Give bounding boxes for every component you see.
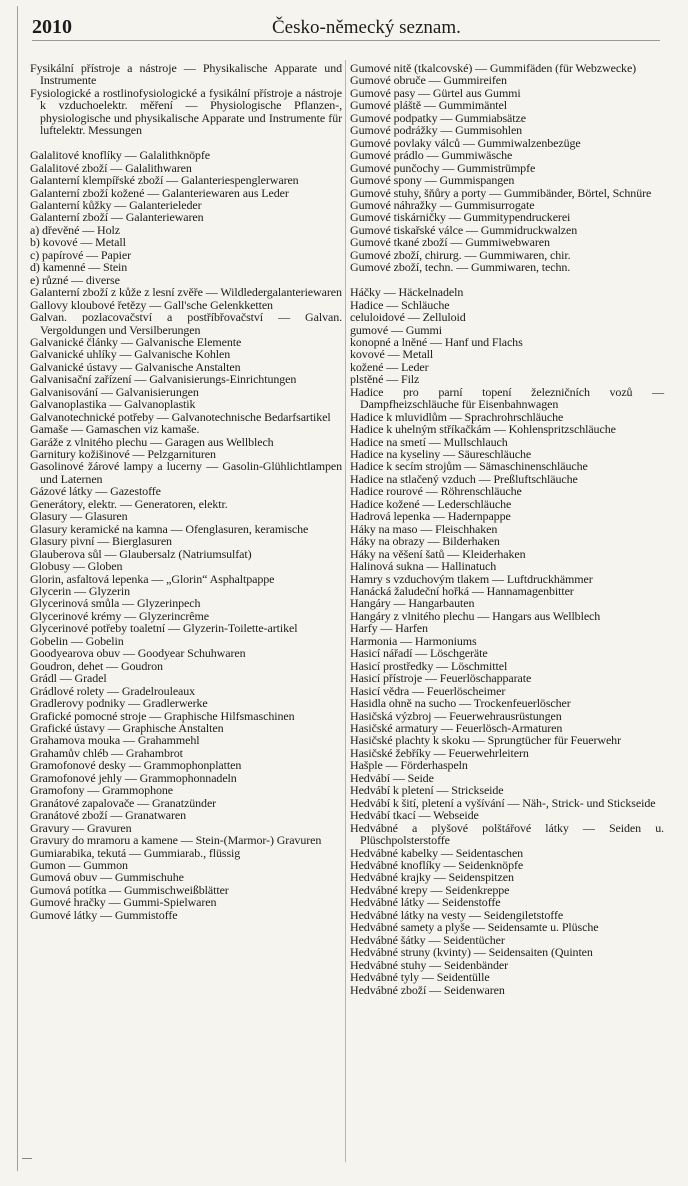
dictionary-entry: Hadice — Schläuche: [350, 297, 450, 312]
dictionary-entry: Háky na věšení šatů — Kleiderhaken: [350, 546, 526, 561]
dictionary-entry: Hadrová lepenka — Hadernpappe: [350, 509, 511, 524]
dictionary-entry: Gradlerovy podniky — Gradlerwerke: [30, 696, 208, 711]
dictionary-entry: Hangáry z vlnitého plechu — Hangars aus Wellblech: [350, 608, 601, 623]
dictionary-entry: Hedvábné zboží — Seidenwaren: [350, 982, 505, 997]
dictionary-entry: Hasičské žebříky — Feuerwehrleitern: [350, 745, 529, 760]
dictionary-entry: Goudron, dehet — Goudron: [30, 658, 163, 673]
dictionary-entry: Gasolinové žárové lampy a lucerny — Gasolin-Glühlichtlampen und Laternen: [30, 459, 342, 486]
dictionary-entry: Gallovy kloubové řetězy — Gall'sche Gelenkketten: [30, 297, 273, 312]
dictionary-entry: Grádlové rolety — Gradelrouleaux: [30, 683, 196, 698]
dictionary-entry: Hamry s vzduchovým tlakem — Luftdruckhämmer: [350, 571, 593, 586]
dictionary-entry: Galvanické uhlíky — Galvanische Kohlen: [30, 347, 231, 362]
dictionary-entry: Háky na obrazy — Bilderhaken: [350, 534, 500, 549]
dictionary-entry: Hasicí přístroje — Feuerlöschapparate: [350, 671, 532, 686]
dictionary-entry: Generátory, elektr. — Generatoren, elektr.: [30, 496, 228, 511]
dictionary-entry: Gobelin — Gobelin: [30, 633, 124, 648]
dictionary-entry: Hedvábné tyly — Seidentülle: [350, 970, 490, 985]
dictionary-entry: Harfy — Harfen: [350, 621, 428, 636]
dictionary-entry: Gumové tiskárničky — Gummitypendruckerei: [350, 210, 571, 225]
dictionary-entry: Hadice na stlačený vzduch — Preßluftschläuche: [350, 471, 578, 486]
dictionary-entry: Hedvábné látky na vesty — Seidengiletstoffe: [350, 907, 564, 922]
dictionary-entry: Gravury do mramoru a kamene — Stein-(Marmor-) Gravuren: [30, 833, 322, 848]
dictionary-entry: Hadice k uhelným stříkačkám — Kohlenspritzschläuche: [350, 422, 616, 437]
dictionary-entry: Hedvábné samety a plyše — Seidensamte u. Plüsche: [350, 920, 599, 935]
dictionary-entry: Glycerinová smůla — Glyzerinpech: [30, 596, 201, 611]
dictionary-entry: Gumové spony — Gummispangen: [350, 173, 515, 188]
dictionary-entry: Gumové obruče — Gummireifen: [350, 73, 507, 88]
dictionary-entry: Galanterní klempířské zboží — Galanteriespenglerwaren: [30, 173, 299, 188]
dictionary-entry: Glycerin — Glyzerin: [30, 584, 131, 599]
dictionary-entry: Hašple — Förderhaspeln: [350, 758, 468, 773]
dictionary-entry: Galvanické články — Galvanische Elemente: [30, 334, 242, 349]
dictionary-entry: Hadice k secím strojům — Sämaschinenschläuche: [350, 459, 588, 474]
dictionary-entry: Gumové podpatky — Gummiabsätze: [350, 110, 526, 125]
dictionary-entry: Hedvábné a plyšové polštářové látky — Seiden u. Plüschpolsterstoffe: [350, 820, 664, 848]
dictionary-entry: kožené — Leder: [350, 359, 429, 374]
dictionary-entry: Gumové povlaky válců — Gummiwalzenbezüge: [350, 135, 581, 150]
right-column: [350, 62, 664, 996]
dictionary-entry: Harmonia — Harmoniums: [350, 633, 477, 648]
dictionary-entry: Hedvábí — Seide: [350, 770, 434, 785]
dictionary-entry: Hedvábné stuhy — Seidenbänder: [350, 957, 509, 972]
dictionary-entry: Glauberova sůl — Glaubersalz (Natriumsulfat): [30, 546, 252, 561]
dictionary-entry: Hadice pro parní topení železničních vozů — Dampfheizschläuche für Eisenbahnwagen: [350, 384, 664, 412]
dictionary-entry: Háky na maso — Fleischhaken: [350, 521, 498, 536]
dictionary-entry: gumové — Gummi: [350, 322, 442, 337]
left-margin-line: [17, 6, 18, 1171]
dictionary-entry: Galanterní zboží — Galanteriewaren: [30, 210, 204, 225]
dictionary-entry: Goodyearova obuv — Goodyear Schuhwaren: [30, 646, 246, 661]
dictionary-entry: Grafické pomocné stroje — Graphische Hilfsmaschinen: [30, 708, 295, 723]
running-title: Česko-německý seznam.: [272, 17, 461, 38]
dictionary-entry: Hadice na kyseliny — Säureschläuche: [350, 447, 532, 462]
dictionary-entry: konopné a lněné — Hanf und Flachs: [350, 334, 523, 349]
dictionary-entry: Hasičské armatury — Feuerlösch-Armaturen: [350, 721, 563, 735]
dictionary-entry: Hasicí nářadí — Löschgeräte: [350, 646, 488, 661]
dictionary-entry: Gravury — Gravuren: [30, 820, 132, 835]
dictionary-entry: Garáže z vlnitého plechu — Garagen aus Wellblech: [30, 434, 274, 449]
dictionary-entry: Hasičské plachty k skoku — Sprungtücher für Feuerwehr: [350, 733, 621, 748]
dictionary-entry: Hadice rourové — Röhrenschläuche: [350, 484, 522, 499]
dictionary-entry: Gumové látky — Gummistoffe: [30, 907, 178, 922]
dictionary-entry: Hedvábné šátky — Seidentücher: [350, 932, 505, 947]
dictionary-entry: Grahamova mouka — Grahammehl: [30, 733, 200, 748]
dictionary-entry: Glasury — Glasuren: [30, 509, 128, 524]
left-column: [30, 62, 342, 921]
dictionary-entry: Galvanisování — Galvanisierungen: [30, 384, 199, 399]
dictionary-entry: Gumová obuv — Gummischuhe: [30, 870, 184, 885]
dictionary-entry: Garnitury kožišinové — Pelzgarnituren: [30, 447, 216, 462]
dictionary-entry: Galvanoplastika — Galvanoplastik: [30, 397, 196, 412]
page-header: [32, 16, 660, 41]
dictionary-entry: Glycerinové krémy — Glyzerincrême: [30, 608, 209, 623]
dictionary-entry: Hasicí vědra — Feuerlöscheimer: [350, 683, 506, 698]
dictionary-entry: plstěné — Filz: [350, 372, 420, 387]
dictionary-entry: Gázové látky — Gazestoffe: [30, 484, 161, 499]
dictionary-entry: Gumové punčochy — Gummistrümpfe: [350, 160, 536, 175]
dictionary-entry: Hadice k mluvidlům — Sprachrohrschläuche: [350, 409, 564, 424]
dictionary-entry: Galalitové knoflíky — Galalithknöpfe: [30, 148, 211, 163]
dictionary-entry: Galvanické ústavy — Galvanische Anstalten: [30, 359, 241, 374]
dictionary-entry: Galvan. pozlacovačství a postříbřovačství — Galvan. Vergoldungen und Versilberungen: [30, 310, 342, 337]
dictionary-entry: Gumové pasy — Gürtel aus Gummi: [350, 85, 521, 100]
dictionary-entry: Fysiologické a rostlinofysiologické a fysikální přístroje a nástroje k vzduchoelektr. měření — Physiologische Pflanzen-, physiologische und physikalische Apparate und Instrumente für luftelektr. Messungen: [30, 85, 342, 138]
dictionary-entry: Hedvábné knoflíky — Seidenknöpfe: [350, 857, 524, 872]
dictionary-entry: Hedvábné struny (kvinty) — Seidensaiten (Quinten: [350, 945, 593, 960]
dictionary-entry: Hedvábné kabelky — Seidentaschen: [350, 845, 524, 860]
dictionary-entry: Hedvábné krajky — Seidenspitzen: [350, 870, 514, 885]
dictionary-entry: Hadice na smetí — Mullschlauch: [350, 434, 508, 449]
dictionary-entry: Gumové hračky — Gummi-Spielwaren: [30, 895, 217, 910]
dictionary-entry: Hedvábí tkací — Webseide: [350, 808, 479, 823]
dictionary-entry: Hangáry — Hangarbauten: [350, 596, 475, 611]
dictionary-entry: Galvanisační zařízení — Galvanisierungs-Einrichtungen: [30, 372, 297, 387]
dictionary-entry: Hedvábí k šití, pletení a vyšívání — Näh-, Strick- und Stickseide: [350, 795, 656, 810]
dictionary-entry: Galvanotechnické potřeby — Galvanotechnische Bedarfsartikel: [30, 409, 331, 424]
dictionary-entry: Globusy — Globen: [30, 559, 123, 574]
dictionary-entry: Halinová sukna — Hallinatuch: [350, 559, 497, 574]
dictionary-entry: Gumová potítka — Gummischweißblätter: [30, 882, 229, 897]
dictionary-entry: Granátové zapalovače — Granatzünder: [30, 795, 217, 810]
dictionary-entry: Gramofonové desky — Grammophonplatten: [30, 758, 242, 773]
dictionary-entry: Gumové stuhy, šňůry a porty — Gummibänder, Börtel, Schnüre: [350, 185, 652, 200]
dictionary-entry: Grafické ústavy — Graphische Anstalten: [30, 721, 224, 735]
dictionary-entry: Galanterní zboží kožené — Galanteriewaren aus Leder: [30, 185, 289, 200]
dictionary-entry: Granátové zboží — Granatwaren: [30, 808, 187, 823]
dictionary-entry: Háčky — Häckelnadeln: [350, 285, 464, 300]
dictionary-entry: Gramofonové jehly — Grammophonnadeln: [30, 770, 237, 785]
dictionary-entry: Hanácká žaludeční hořká — Hannamagenbitter: [350, 584, 574, 599]
dictionary-entry: Gumové tiskařské válce — Gummidruckwalzen: [350, 222, 578, 237]
dictionary-entry: Glorin, asfaltová lepenka — „Glorin“ Asphaltpappe: [30, 571, 275, 586]
dictionary-entry: c) papírové — Papier: [30, 247, 131, 262]
dictionary-entry: Gumon — Gummon: [30, 857, 128, 872]
dictionary-entry: Hedvábné krepy — Seidenkreppe: [350, 882, 510, 897]
dictionary-entry: Glasury keramické na kamna — Ofenglasuren, keramische: [30, 521, 309, 536]
dictionary-entry: Gumové podrážky — Gummisohlen: [350, 123, 523, 138]
dictionary-entry: Grahamův chléb — Grahambrot: [30, 745, 183, 760]
dictionary-entry: b) kovové — Metall: [30, 235, 126, 250]
dictionary-entry: Glasury pivní — Bierglasuren: [30, 534, 172, 549]
dictionary-entry: d) kamenné — Stein: [30, 260, 128, 275]
dictionary-entry: Hedvábí k pletení — Strickseide: [350, 783, 504, 798]
dictionary-entry: Fysikální přístroje a nástroje — Physikalische Apparate und Instrumente: [30, 61, 342, 88]
dictionary-entry: Hasičská výzbroj — Feuerwehrausrüstungen: [350, 708, 562, 723]
dictionary-entry: e) různé — diverse: [30, 272, 120, 287]
dictionary-entry: Hedvábné látky — Seidenstoffe: [350, 895, 501, 910]
dictionary-entry: Gumové pláště — Gummimäntel: [350, 98, 507, 113]
dictionary-entry: Glycerinové potřeby toaletní — Glyzerin-Toilette-artikel: [30, 621, 298, 636]
page-number: 2010: [32, 16, 72, 38]
dictionary-entry: Gumiarabika, tekutá — Gummiarab., flüssig: [30, 845, 241, 860]
bottom-margin-mark: [22, 1158, 32, 1159]
dictionary-entry: Galalitové zboží — Galalithwaren: [30, 160, 192, 175]
dictionary-entry: Galanterní zboží z kůže z lesní zvěře — Wildledergalanteriewaren: [30, 285, 342, 300]
dictionary-entry: Gumové nitě (tkalcovské) — Gummifäden (für Webzwecke): [350, 61, 637, 75]
dictionary-entry: Hasidla ohně na sucho — Trockenfeuerlöscher: [350, 696, 571, 711]
dictionary-entry: Gumové tkané zboží — Gummiwebwaren: [350, 235, 550, 250]
dictionary-entry: Gumové náhražky — Gummisurrogate: [350, 197, 535, 212]
dictionary-entry: Gumové prádlo — Gummiwäsche: [350, 148, 513, 163]
dictionary-entry: Gamaše — Gamaschen viz kamaše.: [30, 422, 200, 437]
dictionary-entry: a) dřevěné — Holz: [30, 222, 120, 237]
dictionary-entry: Hadice kožené — Lederschläuche: [350, 496, 512, 511]
dictionary-entry: Gramofony — Grammophone: [30, 783, 174, 798]
dictionary-entry: Hasicí prostředky — Löschmittel: [350, 658, 508, 673]
dictionary-entry: Galanterní kůžky — Galanterieleder: [30, 197, 202, 212]
dictionary-entry: kovové — Metall: [350, 347, 434, 362]
column-divider: [345, 60, 346, 1162]
dictionary-entry: Gumové zboží, chirurg. — Gummiwaren, chir.: [350, 247, 571, 262]
dictionary-entry: Grádl — Gradel: [30, 671, 107, 686]
dictionary-entry: Gumové zboží, techn. — Gummiwaren, techn.: [350, 260, 571, 275]
dictionary-entry: celuloidové — Zelluloid: [350, 310, 466, 325]
